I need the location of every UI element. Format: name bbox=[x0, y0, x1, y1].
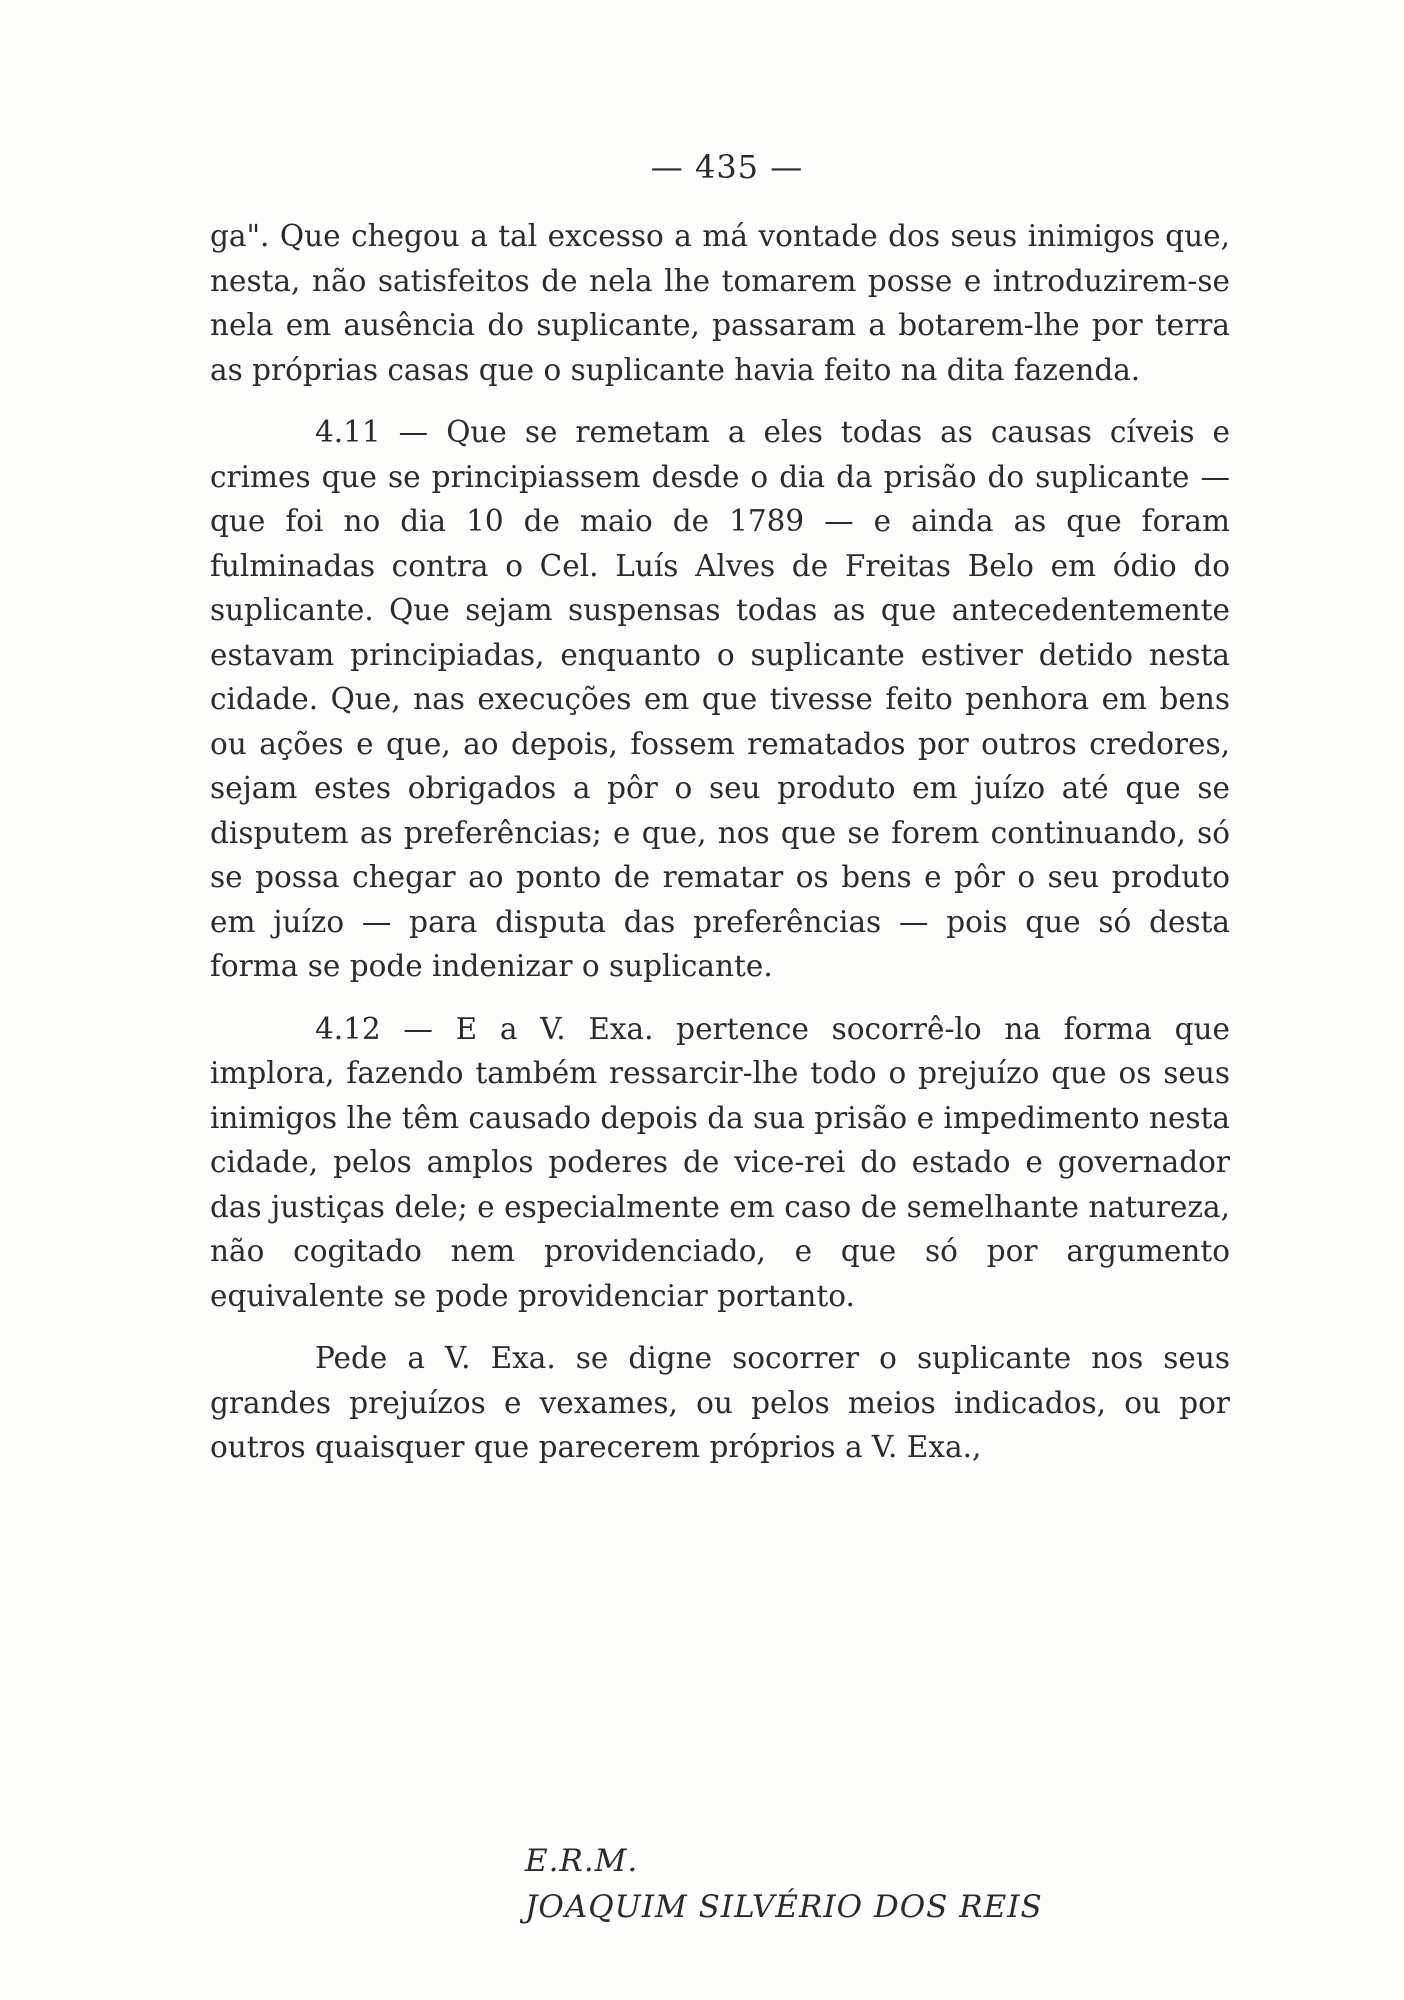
body-text bbox=[210, 214, 1230, 1470]
paragraph-request: Pede a V. Exa. se digne socorrer o suplicante nos seus grandes prejuízos e vexames, ou pelos meios indicados, ou por outros quaisquer que parecerem próprios a V. Exa., bbox=[210, 1341, 1230, 1464]
paragraph-continuation: ga". Que chegou a tal excesso a má vontade dos seus inimigos que, nesta, não satisfeitos de nela lhe tomarem posse e introduzirem-se nela em ausência do suplicante, passaram a botarem-lhe por terra as próprias casas que o suplicante havia feito na dita fazenda. bbox=[210, 219, 1230, 387]
page-number: — 435 — bbox=[650, 148, 804, 186]
signatory-name: JOAQUIM SILVÉRIO DOS REIS bbox=[525, 1889, 1043, 1925]
paragraph-4-11: 4.11 — Que se remetam a eles todas as causas cíveis e crimes que se principiassem desde o dia da prisão do suplicante — que foi no dia 10 de maio de 1789 — e ainda as que foram fulminadas contra o Cel. Luís Alves de Freitas Belo em ódio do suplicante. Que sejam suspensas todas as que antecedentemente estavam principiadas, enquanto o suplicante estiver detido nesta cidade. Que, nas execuções em que tivesse feito penhora em bens ou ações e que, ao depois, fossem rematados por outros credores, sejam estes obrigados a pôr o seu produto em juízo até que se disputem as preferências; e que, nos que se forem continuando, só se possa chegar ao ponto de rematar os bens e pôr o seu produto em juízo — para disputa das preferências — pois que só desta forma se pode indenizar o suplicante. bbox=[210, 415, 1230, 983]
closing-formula: E.R.M. bbox=[525, 1843, 639, 1879]
closing-block bbox=[525, 1838, 1043, 1930]
paragraph-4-12: 4.12 — E a V. Exa. pertence socorrê-lo na forma que implora, fazendo também ressarcir-lhe todo o prejuízo que os seus inimigos lhe têm causado depois da sua prisão e impedimento nesta cidade, pelos amplos poderes de vice-rei do estado e governador das justiças dele; e especialmente em caso de semelhante natureza, não cogitado nem providenciado, e que só por argumento equivalente se pode providenciar portanto. bbox=[210, 1011, 1230, 1313]
